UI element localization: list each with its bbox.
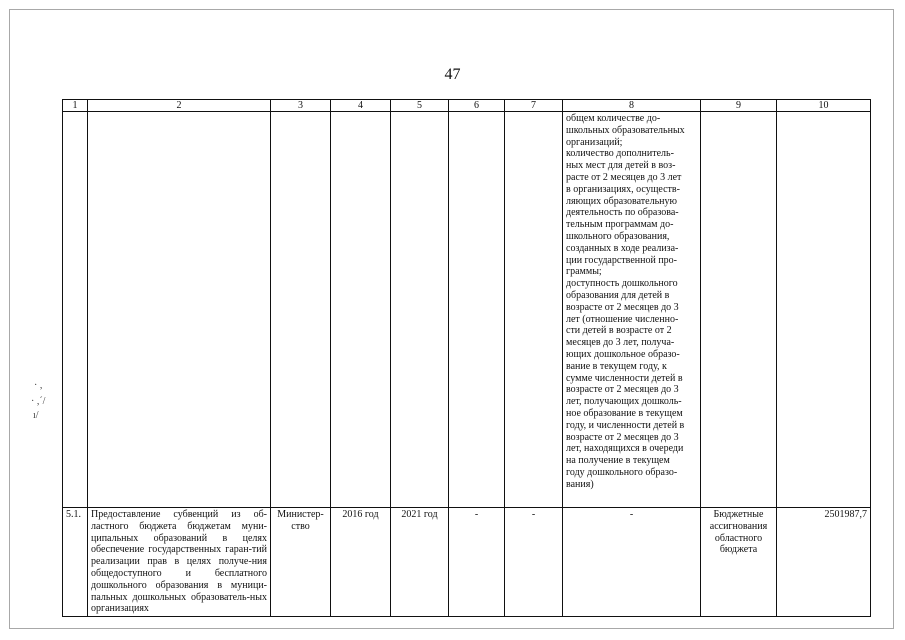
continuation-row bbox=[63, 112, 871, 508]
measure-description-cell: Предоставление субвенций из об-ластного бюджета бюджетам муни-ципальных образований в целях обеспечение государственных гаран-тий реализации прав в целях получе-ния общедоступного и бесплатного дошкольного образования в муници-пальных дошкольных образователь-ных организациях bbox=[88, 508, 271, 617]
funding-amount-cell: 2501987,7 bbox=[777, 508, 871, 617]
target-indicators-cell: общем количестве до- школьных образовательных организаций; количество дополнитель- ных мест для детей в воз- расте от 2 месяцев до 3 лет в организациях, осуществ- ляющих образовательную деятельность по образова- тельным программам до- школьного образования, созданных в ходе реализа- ции государственной про- граммы; доступность дошкольного образования для детей в возрасте от 2 месяцев до 3 лет (отношение численно- сти детей в возрасте от 2 месяцев до 3 лет, получа- ющих дошкольное образо- вание в текущем году, к сумме численности детей в возрасте от 2 месяцев до 3 лет, получающих дошколь- ное образование в текущем году, и численности детей в возрасте от 2 месяцев до 3 лет, находящихся в очереди на получение в текущем году дошкольного образо- вания) bbox=[563, 112, 701, 508]
row-number-cell: 5.1. bbox=[63, 508, 88, 617]
column-number-row bbox=[63, 100, 871, 112]
header-cell: 3 bbox=[271, 100, 331, 112]
col8-cell: - bbox=[563, 508, 701, 617]
header-cell: 8 bbox=[563, 100, 701, 112]
empty-cell bbox=[777, 112, 871, 508]
header-cell: 4 bbox=[331, 100, 391, 112]
header-cell: 9 bbox=[701, 100, 777, 112]
header-cell: 6 bbox=[449, 100, 505, 112]
end-year-cell: 2021 год bbox=[391, 508, 449, 617]
col6-cell: - bbox=[449, 508, 505, 617]
header-cell: 5 bbox=[391, 100, 449, 112]
empty-cell bbox=[331, 112, 391, 508]
page-number: 47 bbox=[444, 66, 461, 83]
header-cell: 2 bbox=[88, 100, 271, 112]
empty-cell bbox=[63, 112, 88, 508]
empty-cell bbox=[449, 112, 505, 508]
empty-cell bbox=[88, 112, 271, 508]
empty-cell bbox=[701, 112, 777, 508]
header-cell: 10 bbox=[777, 100, 871, 112]
executor-cell: Министер-ство bbox=[271, 508, 331, 617]
empty-cell bbox=[271, 112, 331, 508]
funding-source-cell: Бюджетные ассигнования областного бюджета bbox=[701, 508, 777, 617]
margin-mark: · ,´/ bbox=[31, 396, 46, 407]
margin-mark: ı/ bbox=[33, 410, 39, 421]
header-cell: 7 bbox=[505, 100, 563, 112]
empty-cell bbox=[391, 112, 449, 508]
empty-cell bbox=[505, 112, 563, 508]
table-row bbox=[63, 508, 871, 617]
program-table bbox=[62, 99, 871, 617]
margin-mark: · , bbox=[34, 380, 43, 391]
start-year-cell: 2016 год bbox=[331, 508, 391, 617]
col7-cell: - bbox=[505, 508, 563, 617]
header-cell: 1 bbox=[63, 100, 88, 112]
